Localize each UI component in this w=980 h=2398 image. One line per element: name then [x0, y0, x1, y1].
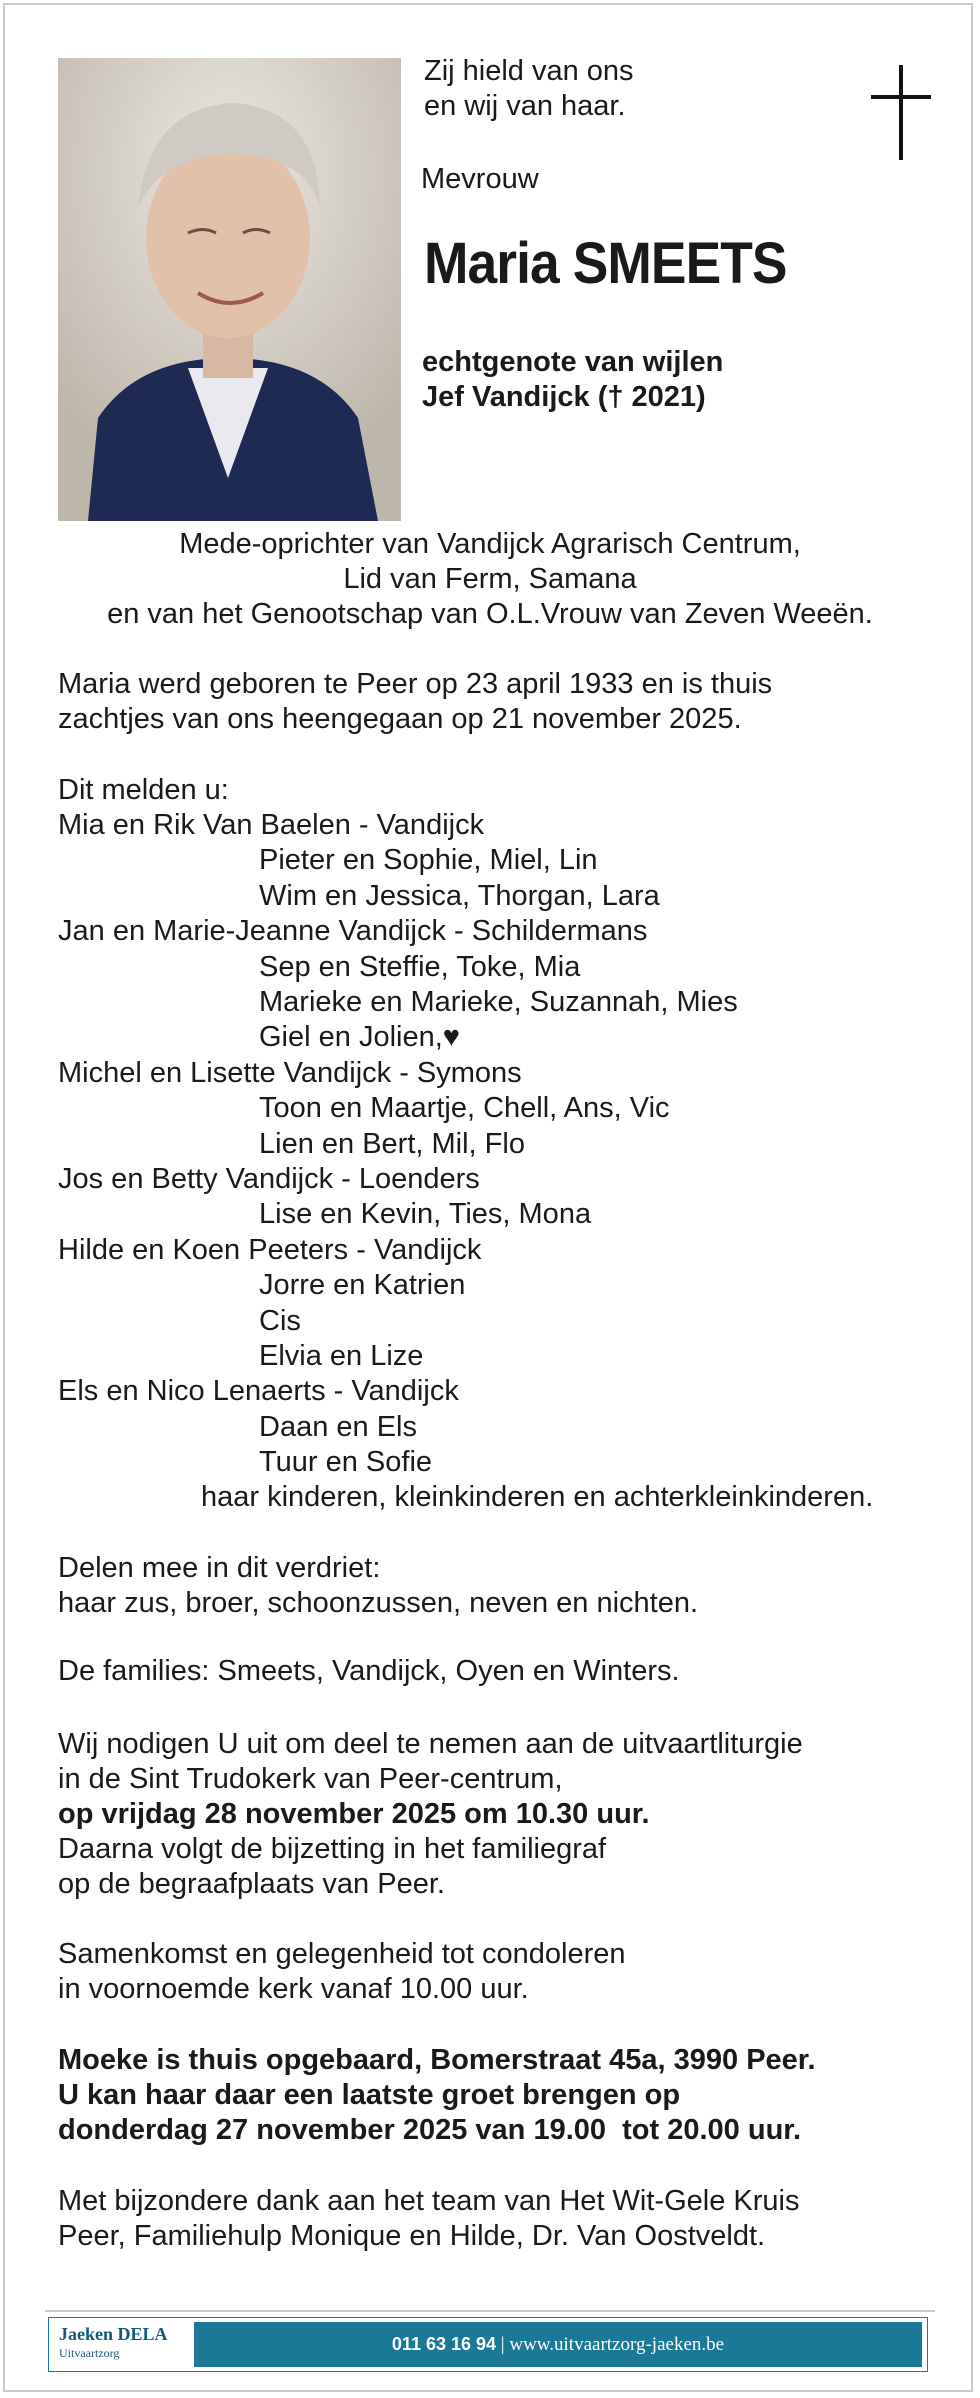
- child-family-line: Jos en Betty Vandijck - Loenders: [58, 1163, 480, 1195]
- footer-banner: [48, 2317, 928, 2372]
- gathering-line-2: in voornoemde kerk vanaf 10.00 uur.: [58, 1973, 529, 2005]
- grandchildren-line: Lien en Bert, Mil, Flo: [259, 1127, 525, 1160]
- contact-bar: [194, 2322, 922, 2367]
- grandchildren-line: Pieter en Sophie, Miel, Lin: [259, 844, 598, 877]
- phone-number[interactable]: 011 63 16 94: [391, 2334, 497, 2354]
- grandchildren-line: Jorre en Katrien: [259, 1269, 466, 1302]
- deceased-name: Maria SMEETS: [424, 231, 787, 296]
- grandchildren-line: Toon en Maartje, Chell, Ans, Vic: [259, 1092, 670, 1125]
- role-line-1: Mede-oprichter van Vandijck Agrarisch Centrum,: [179, 528, 801, 560]
- quote-line-1: Zij hield van ons: [424, 55, 634, 87]
- visitation-line-2: U kan haar daar een laatste groet brengen op: [58, 2079, 681, 2111]
- family-intro: Dit melden u:: [58, 774, 229, 806]
- spouse-line-1: echtgenote van wijlen: [422, 346, 724, 378]
- salutation: Mevrouw: [421, 163, 539, 195]
- role-line-3: en van het Genootschap van O.L.Vrouw van Zeven Weeën.: [107, 598, 873, 630]
- contact-separator: |: [496, 2334, 510, 2355]
- grandchildren-line: Wim en Jessica, Thorgan, Lara: [259, 879, 660, 912]
- quote-line-2: en wij van haar.: [424, 90, 626, 122]
- grandchildren-line: Sep en Steffie, Toke, Mia: [259, 950, 581, 983]
- grandchildren-line: Daan en Els: [259, 1410, 417, 1443]
- portrait-photo: [58, 58, 401, 521]
- thanks-line-1: Met bijzondere dank aan het team van Het Wit-Gele Kruis: [58, 2185, 800, 2217]
- grandchildren-line: Giel en Jolien,♥: [259, 1021, 460, 1054]
- contact-text: [194, 2322, 922, 2367]
- birth-line-1: Maria werd geboren te Peer op 23 april 1933 en is thuis: [58, 668, 773, 700]
- grandchildren-line: Elvia en Lize: [259, 1340, 424, 1372]
- logo-subtitle: Uitvaartzorg: [59, 2346, 120, 2360]
- child-family-line: Jan en Marie-Jeanne Vandijck - Schildermans: [58, 915, 648, 948]
- child-family-line: Mia en Rik Van Baelen - Vandijck: [58, 809, 485, 841]
- birth-line-2: zachtjes van ons heengegaan op 21 november 2025.: [58, 703, 742, 735]
- child-family-line: Hilde en Koen Peeters - Vandijck: [58, 1233, 482, 1266]
- child-family-line: Michel en Lisette Vandijck - Symons: [58, 1056, 522, 1089]
- grandchildren-line: Marieke en Marieke, Suzannah, Mies: [259, 986, 738, 1018]
- funeral-date: op vrijdag 28 november 2025 om 10.30 uur.: [58, 1798, 650, 1830]
- families-line: De families: Smeets, Vandijck, Oyen en Winters.: [58, 1655, 680, 1687]
- visitation-line-1: Moeke is thuis opgebaard, Bomerstraat 45a, 3990 Peer.: [58, 2044, 816, 2076]
- visitation-line-3: donderdag 27 november 2025 van 19.00 tot 20.00 uur.: [58, 2114, 802, 2146]
- portrait-illustration: [58, 58, 401, 521]
- funeral-after-2: op de begraafplaats van Peer.: [58, 1868, 445, 1900]
- child-family-line: Els en Nico Lenaerts - Vandijck: [58, 1375, 459, 1408]
- funeral-after-1: Daarna volgt de bijzetting in het familiegraf: [58, 1833, 607, 1865]
- cross-icon: [871, 65, 931, 160]
- gathering-line-1: Samenkomst en gelegenheid tot condoleren: [58, 1938, 626, 1970]
- grandchildren-line: Cis: [259, 1304, 301, 1337]
- funeral-line-1: Wij nodigen U uit om deel te nemen aan de uitvaartliturgie: [58, 1728, 803, 1760]
- grandchildren-line: Lise en Kevin, Ties, Mona: [259, 1198, 592, 1231]
- funeral-line-2: in de Sint Trudokerk van Peer-centrum,: [58, 1763, 563, 1795]
- grandchildren-line: Tuur en Sofie: [259, 1446, 433, 1479]
- role-line-2: Lid van Ferm, Samana: [343, 563, 637, 595]
- sharing-line-2: haar zus, broer, schoonzussen, neven en nichten.: [58, 1587, 699, 1619]
- spouse-line-2: Jef Vandijck († 2021): [422, 381, 706, 413]
- logo-name: Jaeken DELA: [59, 2324, 168, 2344]
- footer-divider: [45, 2310, 935, 2312]
- sharing-line-1: Delen mee in dit verdriet:: [58, 1552, 381, 1584]
- family-closing: haar kinderen, kleinkinderen en achterkleinkinderen.: [201, 1481, 874, 1513]
- thanks-line-2: Peer, Familiehulp Monique en Hilde, Dr. Van Oostveldt.: [58, 2220, 766, 2252]
- website-link[interactable]: www.uitvaartzorg-jaeken.be: [509, 2334, 725, 2355]
